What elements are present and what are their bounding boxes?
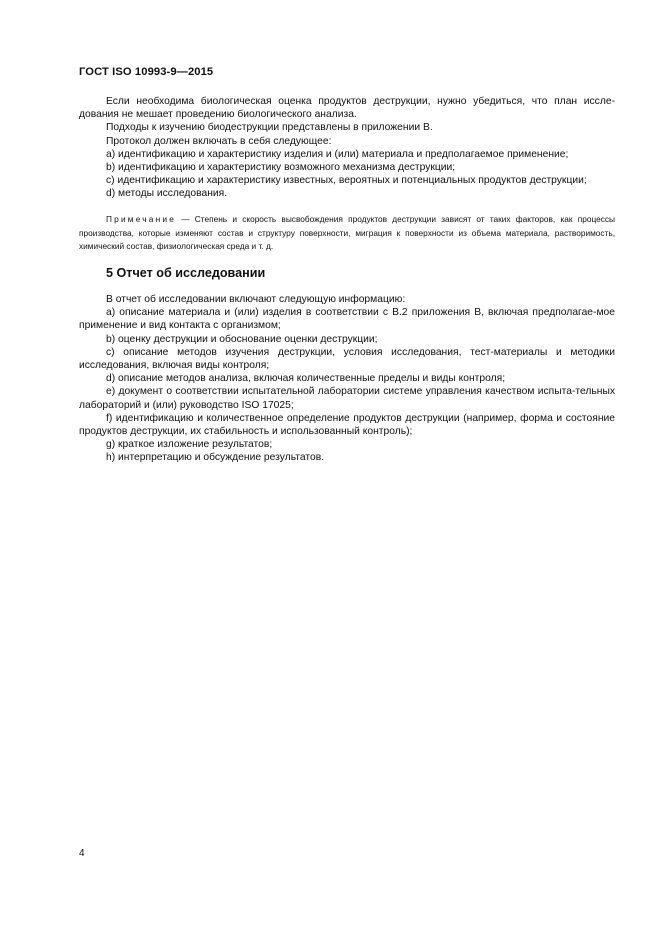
list-item: f) идентификацию и количественное определение продуктов деструкции (например, форма и состояние продуктов деструкции, их стабильность и использованный контроль); — [79, 412, 615, 438]
paragraph-report-intro: В отчет об исследовании включают следующую информацию: — [106, 294, 406, 305]
note-label: Примечание — [106, 214, 177, 224]
note-block — [79, 213, 615, 254]
list-item: e) документ о соответствии испытательной лаборатории системе управления качеством испыта-тельных лабораторий и (или) руководство ISO 17025; — [79, 386, 615, 411]
list-item: h) интерпретацию и обсуждение результатов. — [106, 452, 325, 464]
page-number: 4 — [79, 848, 85, 859]
list-item: d) описание методов анализа, включая количественные пределы и виды контроля; — [106, 373, 506, 385]
list-item: c) описание методов изучения деструкции, условия исследования, тест-материалы и методики исследования, включая виды контроля; — [79, 346, 615, 372]
paragraph-biological-evaluation: Если необходима биологическая оценка продуктов деструкции, нужно убедиться, что план иссле-дования не мешает проведению биологического анализа. — [79, 96, 615, 121]
list-item: b) идентификацию и характеристику возможного механизма деструкции; — [106, 162, 456, 174]
list-item: b) оценку деструкции и обоснование оценки деструкции; — [106, 333, 378, 345]
section-5-body — [79, 293, 615, 465]
paragraph-protocol-intro: Протокол должен включать в себя следующее: — [106, 135, 332, 147]
list-item: g) краткое изложение результатов; — [106, 439, 273, 451]
list-item: a) идентификацию и характеристику изделия и (или) материала и предполагаемое применение; — [106, 148, 569, 160]
note-text: — Степень и скорость высвобождения продуктов деструкции зависят от таких факторов, как процессы производства, которые изменяют состав и структуру поверхности, миграция к поверхности из объема материала, растворимость, химический состав, физиологическая среда и т. д. — [79, 214, 615, 252]
list-item: a) описание материала и (или) изделия в соответствии с В.2 приложения В, включая предполагае-мое применение и вид контакта с организмом; — [79, 307, 615, 332]
section-4-continuation — [79, 95, 615, 201]
paragraph-approaches: Подходы к изучению биодеструкции представлены в приложении В. — [106, 122, 433, 134]
list-item: c) идентификацию и характеристику известных, вероятных и потенциальных продуктов деструкции; — [106, 175, 587, 187]
section-heading: 5 Отчет об исследовании — [106, 266, 266, 280]
document-header: ГОСТ ISO 10993-9—2015 — [79, 66, 214, 78]
list-item: d) методы исследования. — [106, 188, 228, 200]
